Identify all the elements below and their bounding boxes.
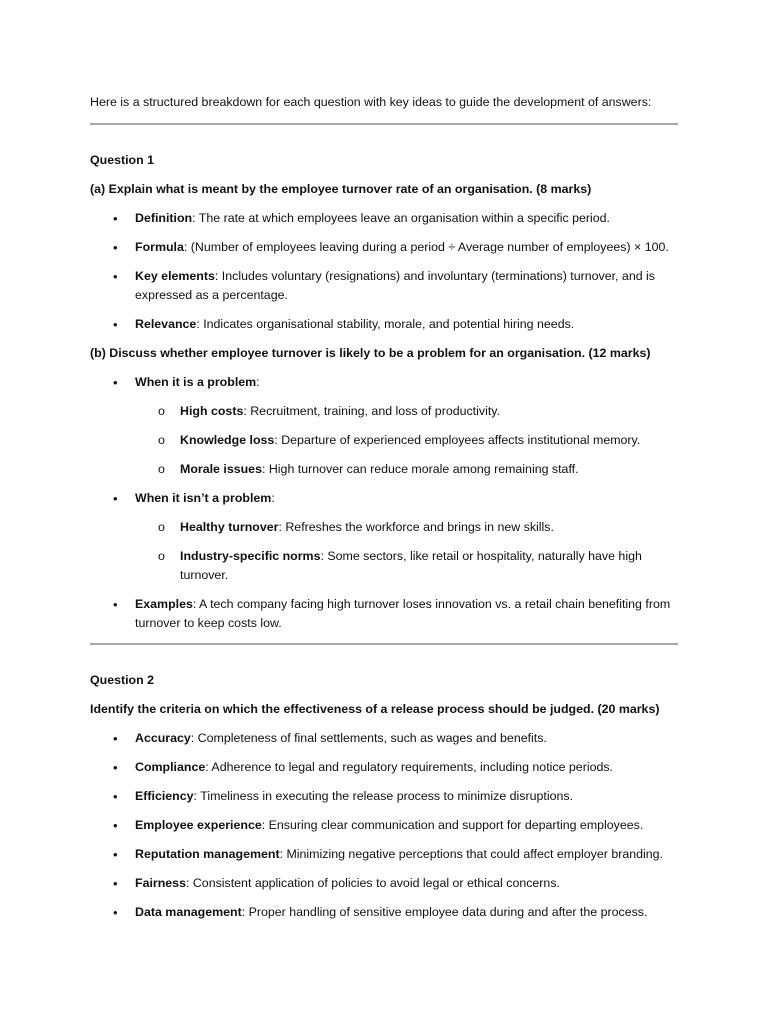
item-text: : A tech company facing high turnover loses innovation vs. a retail chain benefiting from turnover to keep costs low.: [135, 597, 671, 630]
item-term: When it isn’t a problem: [135, 491, 272, 505]
item-text: :: [256, 375, 260, 389]
question-1-title: Question 1: [90, 153, 155, 167]
item-term: Morale issues: [180, 462, 262, 476]
item-term: Healthy turnover: [180, 520, 279, 534]
list-item: [90, 845, 680, 864]
list-item-examples: [90, 595, 680, 633]
item-text: : Adherence to legal and regulatory requirements, including notice periods.: [205, 760, 613, 774]
item-text: : Ensuring clear communication and support for departing employees.: [261, 818, 644, 832]
item-term: Efficiency: [135, 789, 194, 803]
sub-list-item: [90, 518, 680, 537]
list-item-problem: [90, 373, 680, 479]
item-term: Data management: [135, 905, 242, 919]
horizontal-rule: [90, 123, 678, 125]
item-text: : Refreshes the workforce and brings in new skills.: [278, 520, 554, 534]
item-text: : Indicates organisational stability, morale, and potential hiring needs.: [196, 317, 575, 331]
sub-list-item: [90, 402, 680, 421]
sub-list: [135, 402, 680, 479]
item-term: Reputation management: [135, 847, 280, 861]
question-2-heading: Identify the criteria on which the effectiveness of a release process should be judged. (20 marks): [90, 702, 660, 716]
item-term: Fairness: [135, 876, 186, 890]
item-term: Key elements: [135, 269, 215, 283]
list-item: [90, 903, 680, 922]
item-text: : High turnover can reduce morale among remaining staff.: [261, 462, 579, 476]
item-term: Relevance: [135, 317, 197, 331]
item-term: Industry-specific norms: [180, 549, 321, 563]
item-text: : Departure of experienced employees affects institutional memory.: [274, 433, 641, 447]
item-term: Accuracy: [135, 731, 191, 745]
item-term: When it is a problem: [135, 375, 257, 389]
question-2-list: [90, 729, 680, 922]
item-text: : Completeness of final settlements, such as wages and benefits.: [190, 731, 547, 745]
list-item: [90, 315, 680, 334]
question-1a-list: [90, 209, 680, 334]
intro-text: Here is a structured breakdown for each question with key ideas to guide the development of answers:: [90, 95, 652, 109]
item-text: : Includes voluntary (resignations) and involuntary (terminations) turnover, and is expressed as a percentage.: [135, 269, 655, 302]
item-text: : Some sectors, like retail or hospitality, naturally have high turnover.: [180, 549, 642, 582]
list-item-not-problem: [90, 489, 680, 585]
item-text: : Consistent application of policies to avoid legal or ethical concerns.: [185, 876, 560, 890]
list-item: [90, 758, 680, 777]
list-item: [90, 816, 680, 835]
question-2-section: [90, 671, 680, 922]
sub-list-item: [90, 460, 680, 479]
item-text: : Timeliness in executing the release process to minimize disruptions.: [193, 789, 574, 803]
question-1b-list: [90, 373, 680, 633]
item-text: :: [271, 491, 275, 505]
item-text: : (Number of employees leaving during a period ÷ Average number of employees) × 100.: [183, 240, 669, 254]
item-text: : Minimizing negative perceptions that could affect employer branding.: [279, 847, 663, 861]
sub-list-item: [90, 547, 680, 585]
item-term: Definition: [135, 211, 193, 225]
list-item: [90, 238, 680, 257]
item-text: : Proper handling of sensitive employee data during and after the process.: [241, 905, 648, 919]
item-term: Formula: [135, 240, 184, 254]
list-item: [90, 874, 680, 893]
list-item: [90, 729, 680, 748]
question-1a-heading: (a) Explain what is meant by the employee turnover rate of an organisation. (8 marks): [90, 182, 592, 196]
item-term: Examples: [135, 597, 193, 611]
item-text: : The rate at which employees leave an organisation within a specific period.: [192, 211, 610, 225]
list-item: [90, 787, 680, 806]
question-1b-heading: (b) Discuss whether employee turnover is likely to be a problem for an organisation. (12 marks): [90, 346, 651, 360]
question-1-section: [90, 151, 680, 633]
question-2-title: Question 2: [90, 673, 155, 687]
item-term: Knowledge loss: [180, 433, 275, 447]
document-page: [90, 93, 680, 932]
list-item: [90, 209, 680, 228]
item-term: Compliance: [135, 760, 206, 774]
item-term: Employee experience: [135, 818, 262, 832]
sub-list: [135, 518, 680, 585]
horizontal-rule: [90, 643, 678, 645]
item-text: : Recruitment, training, and loss of productivity.: [243, 404, 500, 418]
sub-list-item: [90, 431, 680, 450]
item-term: High costs: [180, 404, 244, 418]
list-item: [90, 267, 680, 305]
